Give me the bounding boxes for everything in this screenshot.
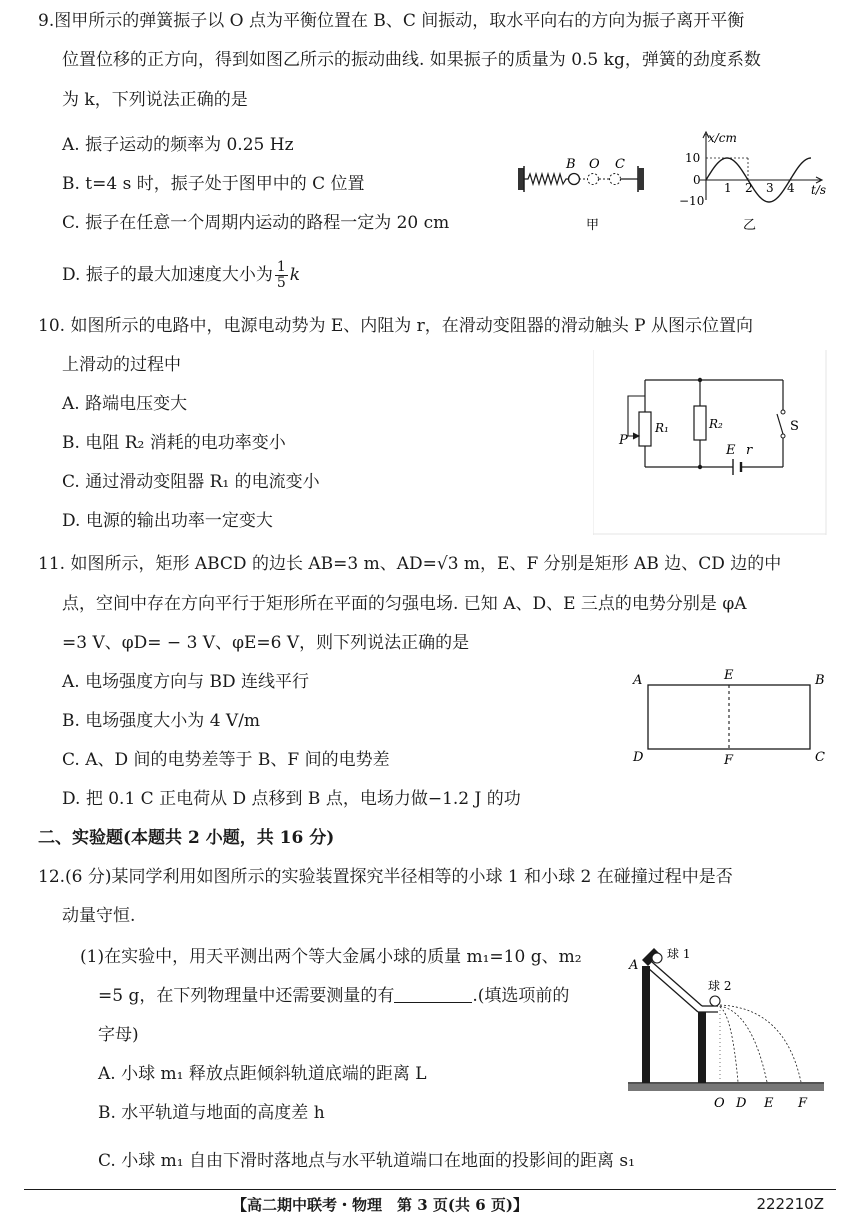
q11-option-a: A. 电场强度方向与 BD 连线平行 (62, 672, 310, 692)
q9-stem-line-3: 为 k，下列说法正确的是 (62, 90, 248, 110)
q9-stem-line-1: 9.图甲所示的弹簧振子以 O 点为平衡位置在 B、C 间振动，取水平向右的方向为振子离开平衡 (38, 11, 745, 31)
q12-option-a: A. 小球 m₁ 释放点距倾斜轨道底端的距离 L (98, 1064, 427, 1084)
fraction-denominator: 5 (276, 275, 286, 291)
q9-option-d-text: D. 振子的最大加速度大小为 (62, 265, 273, 285)
q9-option-d-fraction (275, 260, 288, 291)
page-footer: 【高二期中联考・物理 第 3 页(共 6 页)】 (232, 1196, 528, 1214)
y-tick-neg10: −10 (679, 194, 705, 208)
right-wall (638, 168, 644, 190)
q11-option-d: D. 把 0.1 C 正电荷从 D 点移到 B 点，电场力做−1.2 J 的功 (62, 789, 521, 809)
left-wall (518, 168, 524, 190)
caption-yi: 乙 (743, 218, 757, 233)
resistor-r1 (639, 412, 651, 446)
q12-sub1-line-2 (98, 985, 569, 1007)
inclined-track-lower (648, 968, 698, 1012)
q11-stem-line-3: =3 V、φD= − 3 V、φE=6 V，则下列说法正确的是 (62, 633, 470, 653)
q9-option-d-k: k (289, 265, 301, 285)
x-axis-label: t/s (811, 183, 827, 197)
q12-sub1-line-3: 字母) (98, 1025, 139, 1045)
section-heading: 二、实验题(本题共 2 小题，共 16 分) (38, 828, 335, 848)
label-p: P (619, 433, 628, 448)
y-tick-0: 0 (693, 173, 701, 187)
label-s: S (790, 419, 799, 434)
oscillator-ball-c (610, 174, 621, 185)
q12-sub1-line-1: (1)在实验中，用天平测出两个等大金属小球的质量 m₁=10 g、m₂ (80, 947, 582, 967)
answer-blank[interactable] (394, 986, 472, 1003)
label-c: C (615, 157, 625, 172)
label-f: F (798, 1096, 808, 1111)
x-tick-3: 3 (766, 181, 774, 195)
q9-figure-yi (673, 128, 833, 238)
q10-circuit-figure (593, 350, 828, 535)
caption-jia: 甲 (586, 218, 600, 233)
x-tick-4: 4 (787, 181, 795, 195)
q9-option-c: C. 振子在任意一个周期内运动的路程一定为 20 cm (62, 213, 450, 233)
q11-rectangle-figure (628, 664, 828, 770)
trajectory-d (720, 1007, 738, 1082)
q12-sub1-hint: .(填选项前的 (472, 986, 570, 1006)
slider-arrow-icon (633, 433, 639, 439)
label-a: A (629, 958, 639, 973)
label-d: D (736, 1096, 747, 1111)
paper-code: 222210Z (756, 1195, 824, 1213)
label-ball-1: 球 1 (667, 947, 691, 961)
resistor-r2 (694, 406, 706, 440)
label-f: F (724, 753, 734, 768)
left-support (642, 966, 650, 1083)
oscillator-ball-o (588, 174, 599, 185)
ball-2 (710, 996, 720, 1006)
fraction-numerator: 1 (276, 259, 286, 275)
label-r1: R₁ (655, 421, 669, 435)
x-tick-2: 2 (745, 181, 753, 195)
oscillator-ball-b (569, 174, 580, 185)
q12-stem-line-1: 12.(6 分)某同学利用如图所示的实验装置探究半径相等的小球 1 和小球 2 在碰撞过程中是否 (38, 867, 733, 887)
q11-option-b: B. 电场强度大小为 4 V/m (62, 711, 261, 731)
q11-stem-line-1: 11. 如图所示，矩形 ABCD 的边长 AB=3 m、AD=√3 m，E、F 分别是矩形 AB 边、CD 边的中 (38, 554, 782, 574)
q9-option-d (62, 260, 300, 291)
inclined-track-upper (652, 962, 702, 1006)
q11-stem-line-2: 点，空间中存在方向平行于矩形所在平面的匀强电场. 已知 A、D、E 三点的电势分别是 φA (62, 594, 747, 614)
label-c: C (815, 750, 825, 765)
label-r: r (746, 443, 753, 458)
label-o: O (589, 157, 600, 172)
q10-stem-line-1: 10. 如图所示的电路中，电源电动势为 E、内阻为 r，在滑动变阻器的滑动触头 P 从图示位置向 (38, 316, 754, 336)
x-tick-1: 1 (724, 181, 732, 195)
q10-option-a: A. 路端电压变大 (62, 394, 188, 414)
q12-option-b: B. 水平轨道与地面的高度差 h (98, 1103, 325, 1123)
label-ball-2: 球 2 (708, 979, 732, 993)
label-d: D (633, 750, 644, 765)
q10-stem-line-2: 上滑动的过程中 (62, 355, 181, 375)
q12-apparatus-figure (620, 940, 830, 1112)
label-e: E (764, 1096, 774, 1111)
q12-sub1-text: =5 g，在下列物理量中还需要测量的有 (98, 986, 395, 1006)
y-tick-10: 10 (685, 151, 701, 165)
q12-stem-line-2: 动量守恒. (62, 906, 136, 926)
q11-option-c: C. A、D 间的电势差等于 B、F 间的电势差 (62, 750, 390, 770)
y-axis-label: x/cm (708, 131, 737, 145)
label-a: A (633, 673, 643, 688)
q10-option-c: C. 通过滑动变阻器 R₁ 的电流变小 (62, 472, 320, 492)
q9-option-a: A. 振子运动的频率为 0.25 Hz (62, 135, 294, 155)
label-e: E (726, 443, 736, 458)
switch-s (777, 414, 783, 434)
ground-hatch (628, 1084, 824, 1091)
trajectory-f (720, 1005, 801, 1082)
label-o: O (714, 1096, 725, 1111)
right-support (698, 1012, 706, 1083)
footer-divider (24, 1189, 836, 1190)
q10-option-b: B. 电阻 R₂ 消耗的电功率变小 (62, 433, 286, 453)
q9-stem-line-2: 位置位移的正方向，得到如图乙所示的振动曲线. 如果振子的质量为 0.5 kg，弹簧的劲度系数 (62, 50, 761, 70)
q9-option-b: B. t=4 s 时，振子处于图甲中的 C 位置 (62, 174, 365, 194)
q12-option-c: C. 小球 m₁ 自由下滑时落地点与水平轨道端口在地面的投影间的距离 s₁ (98, 1151, 635, 1171)
q9-figure-jia (514, 150, 659, 240)
q10-option-d: D. 电源的输出功率一定变大 (62, 511, 273, 531)
label-b: B (566, 157, 576, 172)
ball-1 (652, 953, 662, 963)
label-b: B (815, 673, 825, 688)
label-e: E (724, 668, 734, 683)
label-r2: R₂ (709, 417, 723, 431)
spring-icon (524, 174, 569, 184)
